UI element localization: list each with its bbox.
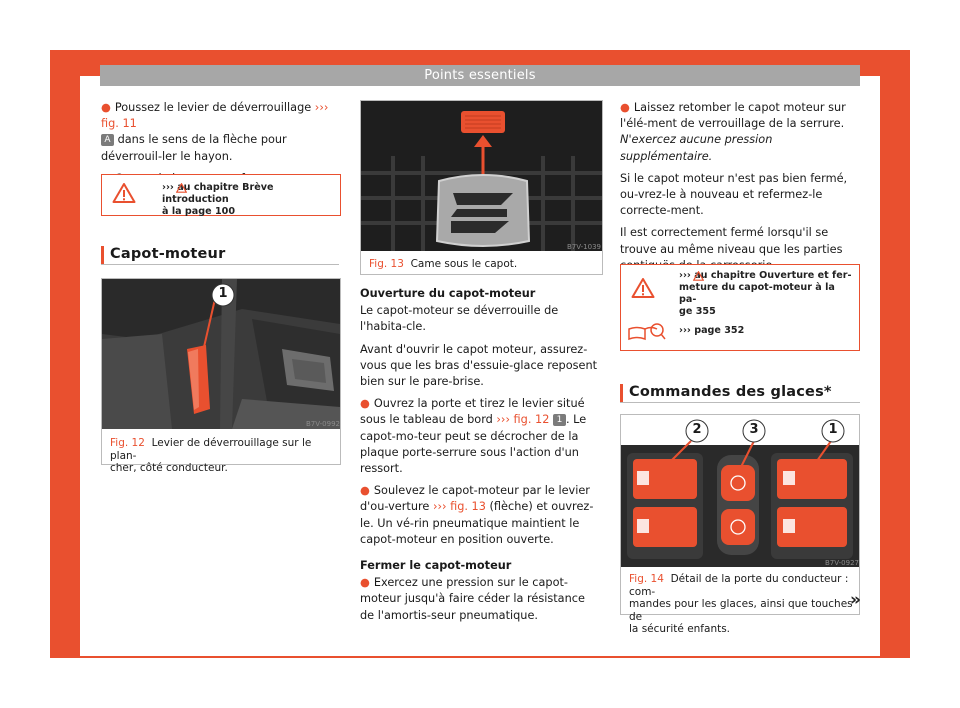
- figure-reference-link[interactable]: ››› fig. 13: [432, 500, 486, 514]
- section-title: Capot-moteur: [110, 246, 226, 262]
- small-warning-icon: [693, 271, 704, 281]
- warning-triangle-icon: [631, 277, 655, 299]
- window-controls-image: [621, 415, 859, 567]
- section-rule: [620, 402, 860, 403]
- figure-13: [360, 100, 603, 275]
- subheading: Fermer le capot-moteur: [360, 559, 512, 573]
- figure-code: B7V-0927: [825, 559, 859, 567]
- figure-caption: Fig. 12 Levier de déverrouillage sur le plan- cher, côté conducteur.: [110, 437, 312, 474]
- subheading: Ouverture du capot-moteur: [360, 287, 536, 300]
- warning-reference-link[interactable]: ››› au chapitre Brève introduction: [162, 182, 274, 205]
- figure-label: Fig. 14: [629, 573, 664, 585]
- small-warning-icon: [176, 183, 187, 193]
- figure-reference-link[interactable]: ››› fig. 12: [496, 413, 550, 427]
- bullet-item: ● Laissez retomber le capot moteur sur l'élé-ment de verrouillage de la serrure. N'exercez aucune pression supplémentaire.: [620, 101, 846, 163]
- bullet-icon: ●: [101, 101, 111, 114]
- figure-14: [620, 414, 860, 635]
- bullet-icon: ●: [620, 101, 630, 114]
- middle-body-text: [360, 286, 601, 630]
- paragraph: Il est correctement fermé lorsqu'il se trouve au même niveau que les parties: [620, 226, 843, 256]
- hood-cam-image: [361, 101, 602, 251]
- page-number: 13: [863, 620, 876, 631]
- figure-callout-number: 2: [692, 422, 702, 437]
- bullet-icon: ●: [360, 397, 370, 411]
- figure-label: Fig. 13: [369, 258, 404, 270]
- figure-label: Fig. 12: [110, 437, 145, 449]
- figure-callout-number: 3: [749, 422, 759, 437]
- bullet-item: ● Poussez le levier de déverrouillage ››› fig. 11 A dans le sens de la flèche pour déverrouil-ler le hayon.: [101, 101, 329, 163]
- right-body-text: [620, 100, 860, 280]
- warning-triangle-icon: [112, 182, 136, 204]
- label-badge: A: [101, 134, 114, 146]
- bullet-item: ● Soulevez le capot-moteur par le levier d'ou-verture ››› fig. 13 (flèche) et ouvrez-le. Un vé-rin pneumatique maintient le capot-moteur en position ouverte.: [360, 484, 594, 546]
- section-accent-bar: [101, 246, 104, 264]
- bullet-icon: ●: [360, 576, 370, 590]
- section-rule: [101, 264, 339, 265]
- warning-box: ››› au chapitre Ouverture et fer- meture du capot-moteur à la pa- ge 355 ››› page 352: [620, 264, 860, 351]
- running-header: Points essentiels: [100, 65, 860, 86]
- paragraph: Le capot-moteur se déverrouille de l'habita-cle.: [360, 304, 559, 334]
- label-badge: 1: [553, 414, 566, 426]
- bullet-item: ● Exercez une pression sur le capot-moteur jusqu'à faire céder la résistance de l'amortis-seur pneumatique.: [360, 576, 585, 622]
- warning-reference-link[interactable]: ››› au chapitre Ouverture et fer-: [679, 270, 852, 281]
- figure-callout-number: 1: [828, 422, 838, 437]
- warning-box: ››› au chapitre Brève introduction à la page 100: [101, 174, 341, 216]
- figure-caption: Fig. 14 Détail de la porte du conducteur : com- mandes pour les glaces, ainsi que touches de la sécurité enfants.: [629, 573, 853, 635]
- hood-release-lever-image: [102, 279, 340, 429]
- paragraph: Avant d'ouvrir le capot moteur, assurez-vous que les bras d'essuie-glace reposent bien sur le pare-brise.: [360, 342, 598, 389]
- bullet-icon: ●: [360, 484, 370, 498]
- continue-mark: »: [850, 590, 861, 610]
- environment-book-icon: [627, 321, 667, 343]
- bullet-item: ● Ouvrez la porte et tirez le levier situé sous le tableau de bord ››› fig. 12 1 . Le capot-mo-teur peut se décrocher de la plaque porte-serrure sous l'action d'un ressort.: [360, 397, 587, 476]
- figure-reference-link[interactable]: ››› fig. 11: [101, 101, 329, 131]
- figure-callout-number: 1: [218, 286, 228, 301]
- page-reference-link[interactable]: ››› page 352: [679, 325, 745, 336]
- figure-code: B7V-0992: [306, 420, 340, 428]
- section-title: Commandes des glaces*: [629, 384, 832, 400]
- figure-caption: Fig. 13 Came sous le capot.: [369, 258, 518, 270]
- figure-code: B7V-1039: [567, 243, 601, 251]
- section-accent-bar: [620, 384, 623, 402]
- paragraph: Si le capot moteur n'est pas bien fermé, ou-vrez-le à nouveau et refermez-le correcte-ment.: [620, 171, 848, 218]
- figure-12: [101, 278, 341, 474]
